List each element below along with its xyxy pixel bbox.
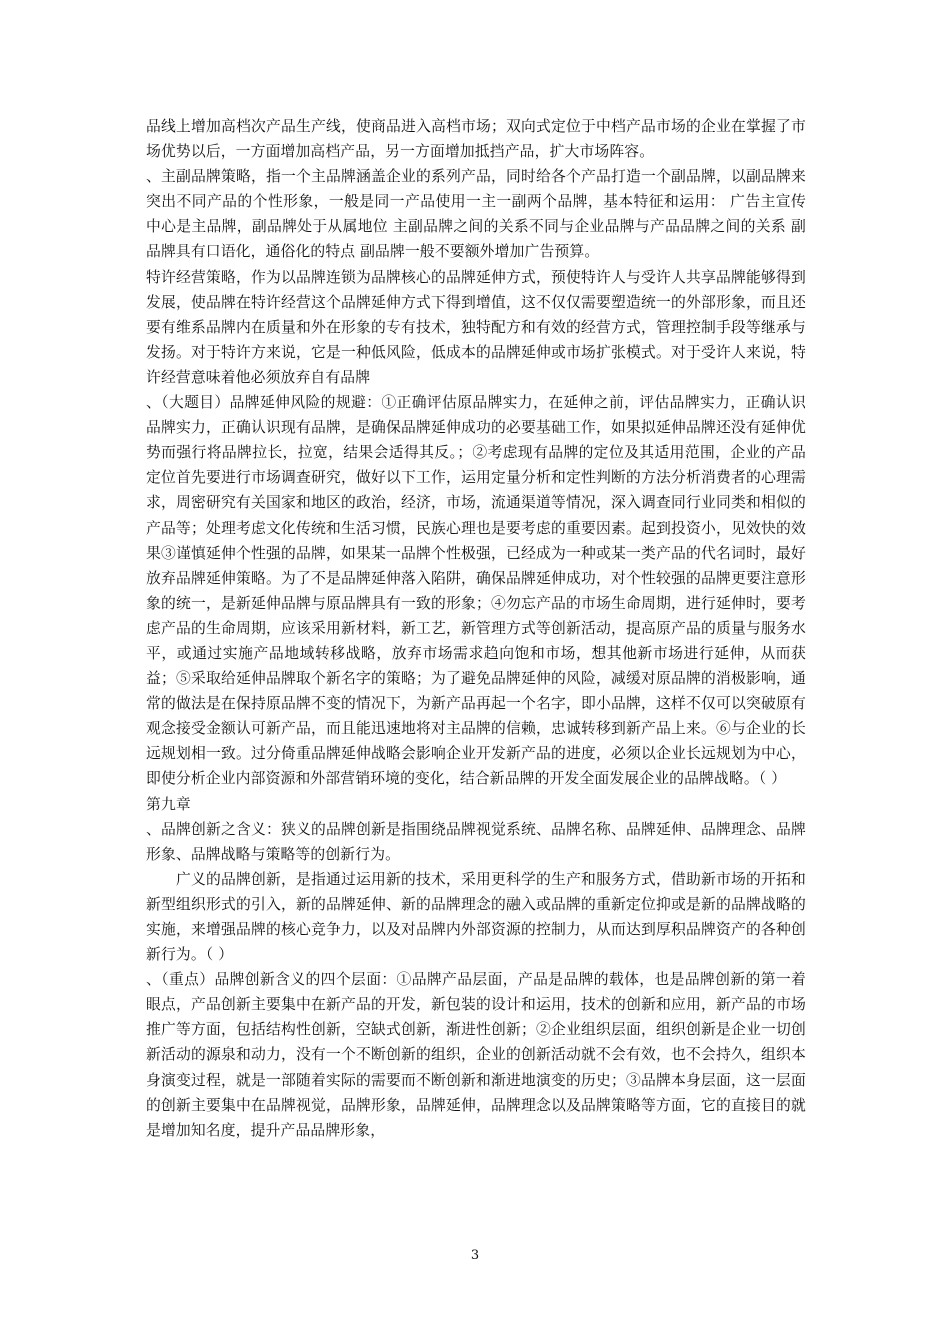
paragraph-product-line: 品线上增加高档次产品生产线，使商品进入高档市场；双向式定位于中档产品市场的企业在掌握了市场优势以后，一方面增加高档产品，另一方面增加抵挡产品，扩大市场阵容。 — [146, 118, 806, 161]
paragraph-extension-risk: 、（大题目）品牌延伸风险的规避：①正确评估原品牌实力，在延伸之前，评估品牌实力，正确认识品牌实力，正确认识现有品牌，是确保品牌延伸成功的必要基础工作，如果拟延伸品牌还没有延伸优势而强行将品牌拉长，拉宽，结果会适得其反。；②考虑现有品牌的定位及其适用范围，企业的产品定位首先要进行市场调查研究，做好以下工作，运用定量分析和定性判断的方法分析消费者的心理需求，周密研究有关国家和地区的政治，经济，市场，流通渠道等情况，深入调查同行业同类和相似的产品等；处理考虑文化传统和生活习惯，民族心理也是要考虑的重要因素。起到投资小，见效快的效果③谨慎延伸个性强的品牌，如果某一品牌个性极强，已经成为一种或某一类产品的代名词时，最好放弃品牌延伸策略。为了不是品牌延伸落入陷阱，确保品牌延伸成功，对个性较强的品牌更要注意形象的统一，是新延伸品牌与原品牌具有一致的形象；④勿忘产品的市场生命周期，进行延伸时，要考虑产品的生命周期，应该采用新材料，新工艺，新管理方式等创新活动，提高原产品的质量与服务水平，或通过实施产品地域转移战略，放弃市场需求趋向饱和市场，想其他新市场进行延伸，从而获益；⑤采取给延伸品牌取个新名字的策略；为了避免品牌延伸的风险，减缓对原品牌的消极影响，通常的做法是在保持原品牌不变的情况下，为新产品再起一个名字，即小品牌，这样不仅可以突破原有观念接受金额认可新产品，而且能迅速地将对主品牌的信赖，忠诚转移到新产品上来。⑥与企业的长远规划相一致。过分倚重品牌延伸战略会影响企业开发新产品的进度，必须以企业长远规划为中心，即使分析企业内部资源和外部营销环境的变化，结合新品牌的开发全面发展企业的品牌战略。（ ） — [146, 394, 806, 788]
document-body — [146, 114, 806, 1143]
page-number: 3 — [470, 1248, 480, 1263]
paragraph-innovation-narrow: 、品牌创新之含义：狭义的品牌创新是指围绕品牌视觉系统、品牌名称、品牌延伸、品牌理念、品牌形象、品牌战略与策略等的创新行为。 — [146, 820, 806, 863]
paragraph-innovation-levels: 、（重点）品牌创新含义的四个层面：①品牌产品层面，产品是品牌的载体，也是品牌创新的第一着眼点，产品创新主要集中在新产品的开发，新包装的设计和运用，技术的创新和应用，新产品的市场推广等方面，包括结构性创新，空缺式创新，渐进性创新；②企业组织层面，组织创新是企业一切创新活动的源泉和动力，没有一个不断创新的组织，企业的创新活动就不会有效，也不会持久，组织本身演变过程，就是一部随着实际的需要而不断创新和渐进地演变的历史；③品牌本身层面，这一层面的创新主要集中在品牌视觉，品牌形象，品牌延伸，品牌理念以及品牌策略等方面，它的直接目的就是增加知名度，提升产品品牌形象， — [146, 971, 806, 1139]
paragraph-innovation-broad: 广义的品牌创新，是指通过运用新的技术，采用更科学的生产和服务方式，借助新市场的开拓和新型组织形式的引入，新的品牌延伸、新的品牌理念的融入或品牌的重新定位抑或是新的品牌战略的实施，来增强品牌的核心竞争力，以及对品牌内外部资源的控制力，从而达到厚积品牌资产的各种创新行为。（ ） — [146, 870, 806, 964]
chapter-heading: 第九章 — [146, 795, 191, 813]
paragraph-main-sub-brand: 、主副品牌策略，指一个主品牌涵盖企业的系列产品，同时给各个产品打造一个副品牌，以副品牌来突出不同产品的个性形象，一般是同一产品使用一主一副两个品牌，基本特征和运用： 广告主宣传中心是主品牌，副品牌处于从属地位 主副品牌之间的关系不同与企业品牌与产品品牌之间的关系 副品牌具有口语化，通俗化的特点 副品牌一般不要额外增加广告预算。 — [146, 168, 806, 261]
paragraph-franchise: 特许经营策略，作为以品牌连锁为品牌核心的品牌延伸方式，预使特许人与受许人共享品牌能够得到发展，使品牌在特许经营这个品牌延伸方式下得到增值，这不仅仅需要塑造统一的外部形象，而且还要有维系品牌内在质量和外在形象的专有技术，独特配方和有效的经营方式，管理控制手段等继承与发扬。对于特许方来说，它是一种低风险，低成本的品牌延伸或市场扩张模式。对于受许人来说，特许经营意味着他必须放弃自有品牌 — [146, 268, 806, 386]
